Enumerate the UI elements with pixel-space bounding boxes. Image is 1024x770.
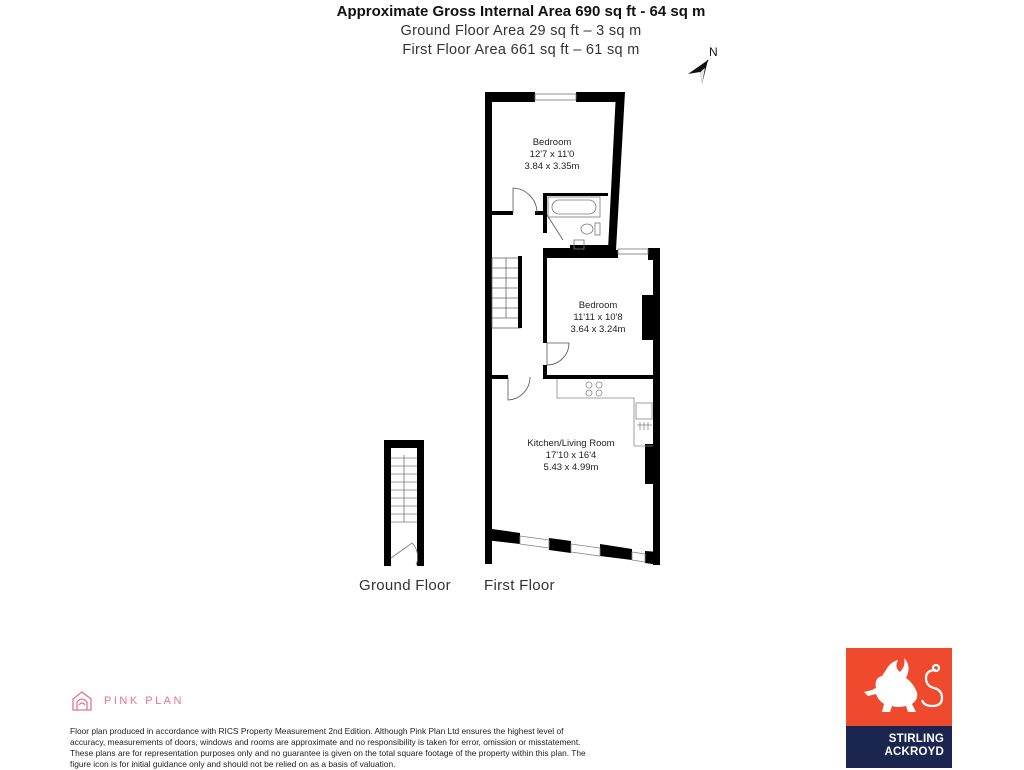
brand-line1: STIRLING [888,733,944,745]
room-metric: 5.43 x 4.99m [543,462,599,473]
stirling-ackroyd-logo [846,648,952,768]
room-bedroom-1 [502,137,602,173]
room-name: Bedroom [532,137,572,148]
room-bedroom-2 [548,300,648,336]
room-metric: 3.64 x 3.24m [570,324,626,335]
doors [508,188,569,400]
house-logo-icon [70,690,94,712]
room-imperial: 12'7 x 11'0 [529,149,575,160]
griffin-logo-icon [846,648,952,726]
stairs-first-floor [492,258,520,328]
kitchen-counter [557,379,653,446]
stairs-ground-floor [391,455,418,565]
gross-area-title: Approximate Gross Internal Area 690 sq ft - 64 sq m [336,3,706,20]
pink-plan-logo [70,690,184,712]
first-floor-area: First Floor Area 661 sq ft – 61 sq m [402,42,640,58]
room-kitchen-living [511,438,631,474]
pink-plan-text: PINK PLAN [104,695,184,707]
room-name: Kitchen/Living Room [527,438,615,449]
bath-fixture [548,197,600,249]
disclaimer-text: Floor plan produced in accordance with RICS Property Measurement 2nd Edition. Although Pink Plan Ltd ensures the highest level of accuracy, measurements of doors, windows and rooms are approximate and no responsibility is taken for error, omission or misstatement. These plans are for representation purposes only and no guarantee is given on the total square footage of the property within this plan. The figure icon is for initial guidance only and should not be relied on as a basis of valuation. [70,726,586,769]
brand-logo-top [846,648,952,726]
brand-line2: ACKROYD [884,746,944,758]
north-label: N [709,45,718,59]
room-name: Bedroom [578,300,618,311]
brand-logo-bottom [846,726,952,768]
ground-floor-area: Ground Floor Area 29 sq ft – 3 sq m [400,23,642,39]
room-metric: 3.84 x 3.35m [524,161,580,172]
first-floor-label: First Floor [484,577,555,594]
ground-floor-label: Ground Floor [359,577,451,594]
room-imperial: 17'10 x 16'4 [545,450,597,461]
room-imperial: 11'11 x 10'8 [573,312,623,323]
